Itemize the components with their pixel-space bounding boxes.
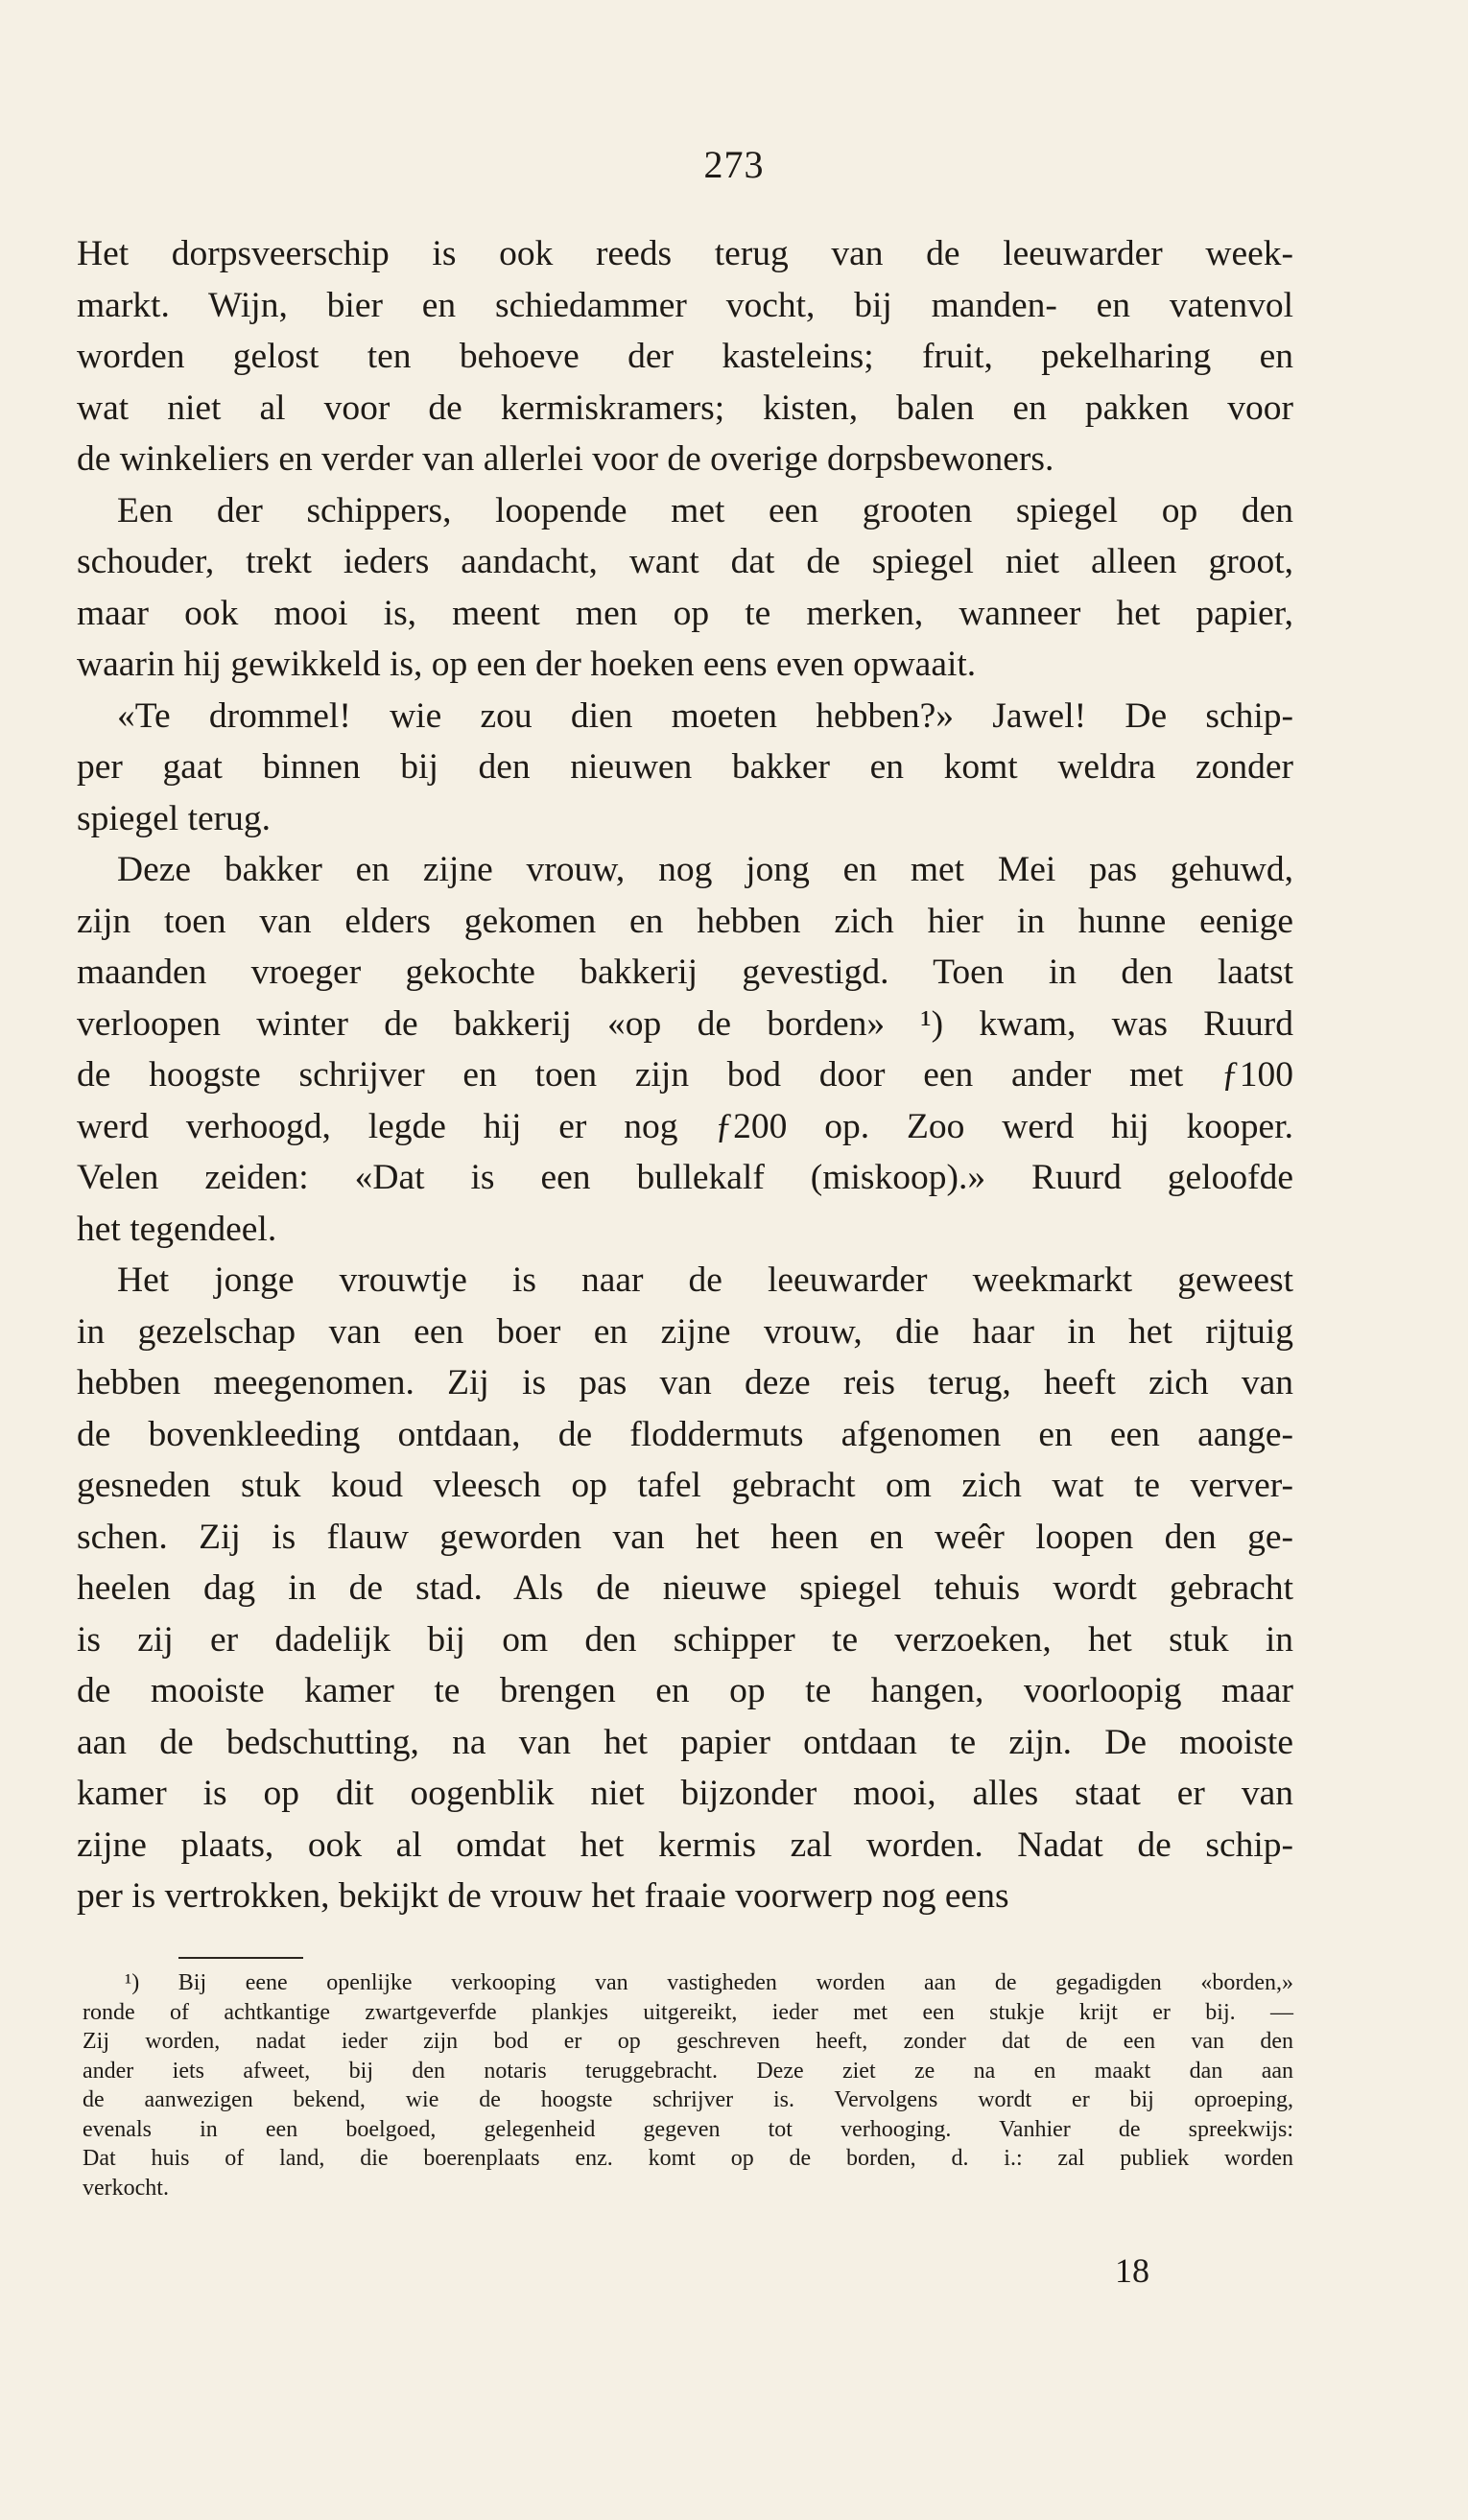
text-line-content: Deze bakker en zijne vrouw, nog jong en met Mei pas gehuwd, — [117, 850, 1293, 889]
text-line-content: het tegendeel. — [77, 1209, 277, 1249]
text-line — [77, 691, 1293, 742]
text-line-content: schouder, trekt ieders aandacht, want dat de spiegel niet alleen groot, — [77, 542, 1293, 581]
text-line-content: zijn toen van elders gekomen en hebben zich hier in hunne eenige — [77, 901, 1293, 941]
text-line-content: hebben meegenomen. Zij is pas van deze reis terug, heeft zich van — [77, 1363, 1293, 1402]
text-line-content: kamer is op dit oogenblik niet bijzonder mooi, alles staat er van — [77, 1774, 1293, 1813]
text-line — [77, 1717, 1293, 1769]
text-line-content: de bovenkleeding ontdaan, de floddermuts afgenomen en een aange- — [77, 1414, 1293, 1454]
text-line — [77, 485, 1293, 537]
text-line — [77, 1204, 1293, 1256]
text-line — [77, 742, 1293, 793]
text-line-content: worden gelost ten behoeve der kasteleins; fruit, pekelharing en — [77, 337, 1293, 376]
text-line — [77, 1563, 1293, 1614]
text-line — [77, 999, 1293, 1050]
text-line-content: maanden vroeger gekochte bakkerij gevestigd. Toen in den laatst — [77, 953, 1293, 992]
text-line-content: maar ook mooi is, meent men op te merken, wanneer het papier, — [77, 593, 1293, 633]
footnote-line: Zij worden, nadat ieder zijn bod er op geschreven heeft, zonder dat de een van den — [83, 2029, 1293, 2054]
text-line-content: per is vertrokken, bekijkt de vrouw het fraaie voorwerp nog eens — [77, 1876, 1009, 1916]
footnote-line: ander iets afweet, bij den notaris teruggebracht. Deze ziet ze na en maakt dan aan — [83, 2058, 1293, 2084]
text-line-content: Het jonge vrouwtje is naar de leeuwarder weekmarkt geweest — [117, 1260, 1293, 1300]
text-line — [77, 228, 1293, 280]
text-line — [77, 434, 1293, 485]
text-line-content: aan de bedschutting, na van het papier ontdaan te zijn. De mooiste — [77, 1722, 1293, 1762]
text-line-content: wat niet al voor de kermiskramers; kisten, balen en pakken voor — [77, 388, 1293, 428]
text-line — [77, 947, 1293, 999]
text-line — [77, 1512, 1293, 1564]
text-line — [77, 793, 1293, 845]
signature-mark: 18 — [1115, 2251, 1149, 2290]
text-line-content: werd verhoogd, legde hij er nog ƒ200 op. Zoo werd hij kooper. — [77, 1106, 1293, 1146]
text-line-content: schen. Zij is flauw geworden van het heen en weêr loopen den ge- — [77, 1517, 1293, 1557]
text-line — [77, 331, 1293, 383]
text-line-content: verloopen winter de bakkerij «op de borden» ¹) kwam, was Ruurd — [77, 1003, 1293, 1044]
text-line-content: gesneden stuk koud vleesch op tafel gebracht om zich wat te verver- — [77, 1466, 1293, 1505]
body-text — [77, 228, 1293, 1922]
text-line — [77, 1665, 1293, 1717]
text-line — [77, 1307, 1293, 1358]
text-line — [77, 280, 1293, 332]
text-line-content: de hoogste schrijver en toen zijn bod door een ander met ƒ100 — [77, 1055, 1293, 1095]
text-line-content: spiegel terug. — [77, 798, 272, 838]
text-line-content: waarin hij gewikkeld is, op een der hoeken eens even opwaait. — [77, 645, 977, 684]
text-line — [77, 1820, 1293, 1872]
text-line — [77, 1101, 1293, 1153]
text-line-content: de winkeliers en verder van allerlei voor de overige dorpsbewoners. — [77, 439, 1054, 479]
text-line — [77, 896, 1293, 948]
footnote-divider — [178, 1957, 303, 1959]
footnote-line: ¹) Bij eene openlijke verkooping van vastigheden worden aan de gegadigden «borden,» — [125, 1970, 1293, 1995]
text-line-content: Velen zeiden: «Dat is een bullekalf (miskoop).» Ruurd geloofde — [77, 1158, 1293, 1197]
text-line-content: is zij er dadelijk bij om den schipper te verzoeken, het stuk in — [77, 1619, 1293, 1660]
footnote-line: verkocht. — [83, 2175, 169, 2201]
text-line-content: heelen dag in de stad. Als de nieuwe spiegel tehuis wordt gebracht — [77, 1568, 1293, 1608]
text-line — [77, 1357, 1293, 1409]
text-line — [77, 1152, 1293, 1204]
page-number: 273 — [703, 143, 765, 186]
text-line-content: Het dorpsveerschip is ook reeds terug van de leeuwarder week- — [77, 234, 1293, 273]
footnote-line: ronde of achtkantige zwartgeverfde plankjes uitgereikt, ieder met een stukje krijt er bij. — — [83, 1999, 1293, 2025]
footnote-line: Dat huis of land, die boerenplaats enz. komt op de borden, d. i.: zal publiek worden — [83, 2146, 1293, 2171]
text-line — [77, 844, 1293, 896]
text-line — [77, 1409, 1293, 1461]
text-line — [77, 1768, 1293, 1820]
text-line — [77, 1460, 1293, 1512]
text-line-content: per gaat binnen bij den nieuwen bakker en komt weldra zonder — [77, 747, 1293, 787]
text-line — [77, 383, 1293, 435]
text-line-content: in gezelschap van een boer en zijne vrouw, die haar in het rijtuig — [77, 1311, 1293, 1352]
text-line-content: Een der schippers, loopende met een grooten spiegel op den — [117, 490, 1293, 530]
text-line-content: de mooiste kamer te brengen en op te hangen, voorloopig maar — [77, 1671, 1293, 1710]
text-line — [77, 536, 1293, 588]
footnotes — [83, 1968, 1293, 2202]
footnote-line: evenals in een boelgoed, gelegenheid gegeven tot verhooging. Vanhier de spreekwijs: — [83, 2116, 1293, 2142]
text-line — [77, 1255, 1293, 1307]
text-line-content: markt. Wijn, bier en schiedammer vocht, bij manden- en vatenvol — [77, 285, 1293, 325]
text-line — [77, 1871, 1293, 1922]
text-line — [77, 639, 1293, 691]
text-line-content: «Te drommel! wie zou dien moeten hebben?» Jawel! De schip- — [117, 695, 1293, 736]
text-line-content: zijne plaats, ook al omdat het kermis zal worden. Nadat de schip- — [77, 1825, 1293, 1865]
footnote-line: de aanwezigen bekend, wie de hoogste schrijver is. Vervolgens wordt er bij oproeping, — [83, 2087, 1293, 2112]
text-line — [77, 588, 1293, 640]
text-line — [77, 1049, 1293, 1101]
text-line — [77, 1614, 1293, 1666]
